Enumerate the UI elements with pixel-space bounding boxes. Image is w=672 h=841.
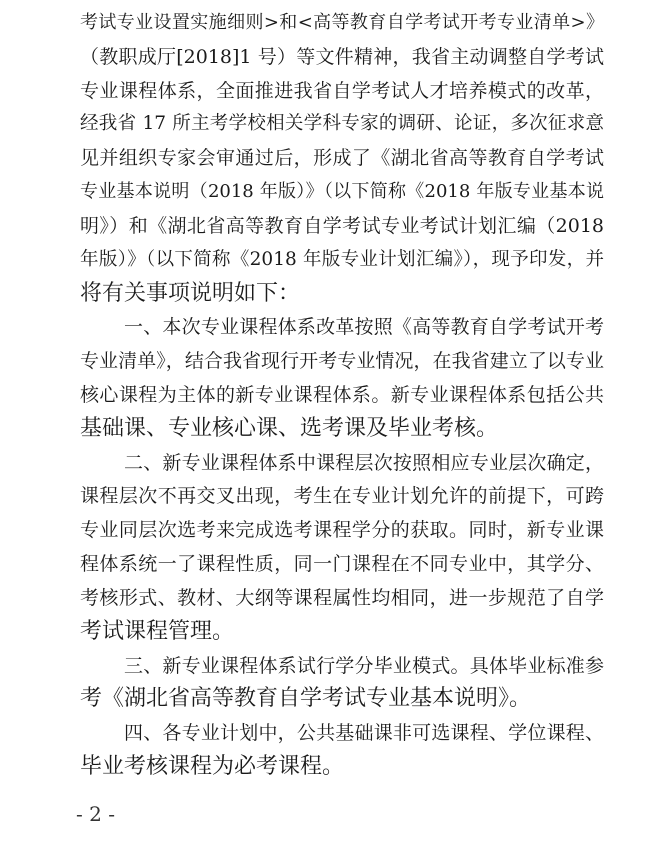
page-number: - 2 - — [76, 802, 115, 826]
text-line-5: 见并组织专家会审通过后，形成了《湖北省高等教育自学考试 — [80, 147, 604, 169]
paragraph-2-line-2: 课程层次不再交叉出现，考生在专业计划允许的前提下，可跨 — [80, 485, 604, 507]
paragraph-2-line-5: 考核形式、教材、大纲等课程属性均相同，进一步规范了自学 — [80, 587, 604, 609]
paragraph-4-line-1: 四、各专业计划中，公共基础课非可选课程、学位课程、 — [124, 722, 604, 744]
text-line-6: 专业基本说明（2018 年版）》（以下简称《2018 年版专业基本说 — [80, 181, 604, 202]
text-line-1: 考试专业设置实施细则>和<高等教育自学考试开考专业清单>》 — [80, 12, 604, 33]
paragraph-3-line-1: 三、新专业课程体系试行学分毕业模式。具体毕业标准参 — [124, 655, 604, 677]
paragraph-4-line-2: 毕业考核课程为必考课程。 — [80, 754, 345, 779]
text-line-2: （教职成厅[2018]1 号）等文件精神，我省主动调整自学考试 — [80, 46, 604, 68]
paragraph-2-line-6: 考试课程管理。 — [80, 619, 235, 644]
paragraph-1-line-1: 一、本次专业课程体系改革按照《高等教育自学考试开考 — [124, 316, 604, 338]
paragraph-1-line-4: 基础课、专业核心课、选考课及毕业考核。 — [80, 416, 499, 441]
text-line-8: 年版）》（以下简称《2018 年版专业计划汇编》），现予印发，并 — [80, 249, 604, 270]
paragraph-1-line-3: 核心课程为主体的新专业课程体系。新专业课程体系包括公共 — [80, 384, 604, 406]
text-line-4: 经我省 17 所主考学校相关学科专家的调研、论证，多次征求意 — [80, 113, 604, 134]
text-line-7: 明》）和《湖北省高等教育自学考试专业考试计划汇编（2018 — [80, 215, 604, 237]
text-line-9: 将有关事项说明如下： — [80, 281, 301, 306]
paragraph-3-line-2: 考《湖北省高等教育自学考试专业基本说明》。 — [80, 686, 532, 711]
paragraph-2-line-4: 程体系统一了课程性质，同一门课程在不同专业中，其学分、 — [80, 553, 604, 575]
paragraph-1-line-2: 专业清单》，结合我省现行开考专业情况，在我省建立了以专业 — [80, 350, 604, 372]
paragraph-2-line-3: 专业同层次选考来完成选考课程学分的获取。同时，新专业课 — [80, 519, 604, 541]
text-line-3: 专业课程体系，全面推进我省自学考试人才培养模式的改革， — [80, 80, 604, 102]
paragraph-2-line-1: 二、新专业课程体系中课程层次按照相应专业层次确定， — [124, 452, 604, 474]
